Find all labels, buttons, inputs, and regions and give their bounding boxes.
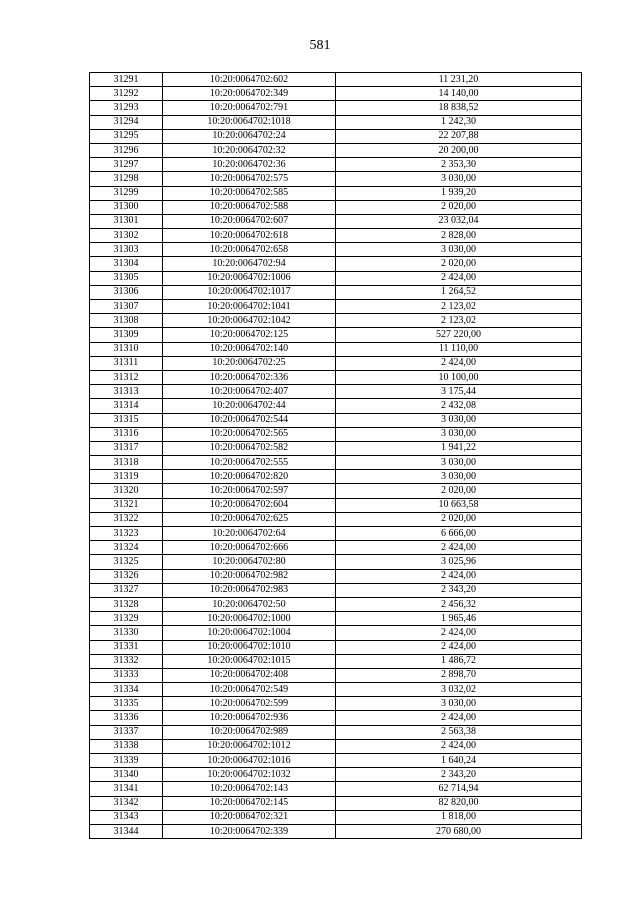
value-cell: 1 941,22 [336, 441, 582, 455]
table-row [90, 725, 582, 739]
value-cell: 2 424,00 [336, 541, 582, 555]
cadastral-value-table [89, 72, 582, 839]
value-cell: 3 030,00 [336, 427, 582, 441]
table-row [90, 569, 582, 583]
cadastral-number-cell: 10:20:0064702:666 [163, 541, 336, 555]
value-cell: 2 424,00 [336, 711, 582, 725]
value-cell: 10 663,58 [336, 498, 582, 512]
row-number-cell: 31323 [90, 527, 163, 541]
table-row [90, 73, 582, 87]
cadastral-number-cell: 10:20:0064702:1006 [163, 271, 336, 285]
cadastral-number-cell: 10:20:0064702:582 [163, 441, 336, 455]
value-cell: 2 123,02 [336, 314, 582, 328]
table-row [90, 87, 582, 101]
value-cell: 2 424,00 [336, 271, 582, 285]
table-row [90, 697, 582, 711]
value-cell: 270 680,00 [336, 824, 582, 838]
table-row [90, 214, 582, 228]
value-cell: 23 032,04 [336, 214, 582, 228]
row-number-cell: 31331 [90, 640, 163, 654]
cadastral-number-cell: 10:20:0064702:604 [163, 498, 336, 512]
row-number-cell: 31316 [90, 427, 163, 441]
row-number-cell: 31303 [90, 243, 163, 257]
value-cell: 3 030,00 [336, 456, 582, 470]
value-cell: 82 820,00 [336, 796, 582, 810]
table-row [90, 711, 582, 725]
table-row [90, 754, 582, 768]
value-cell: 527 220,00 [336, 328, 582, 342]
table-row [90, 626, 582, 640]
table-row [90, 824, 582, 838]
row-number-cell: 31328 [90, 597, 163, 611]
table-row [90, 668, 582, 682]
table-row [90, 810, 582, 824]
row-number-cell: 31296 [90, 143, 163, 157]
table-row [90, 782, 582, 796]
row-number-cell: 31335 [90, 697, 163, 711]
cadastral-number-cell: 10:20:0064702:607 [163, 214, 336, 228]
value-cell: 2 424,00 [336, 739, 582, 753]
row-number-cell: 31295 [90, 129, 163, 143]
row-number-cell: 31294 [90, 115, 163, 129]
value-cell: 2 456,32 [336, 597, 582, 611]
row-number-cell: 31297 [90, 158, 163, 172]
table-row [90, 271, 582, 285]
cadastral-number-cell: 10:20:0064702:565 [163, 427, 336, 441]
table-row [90, 541, 582, 555]
cadastral-number-cell: 10:20:0064702:599 [163, 697, 336, 711]
table-row [90, 186, 582, 200]
table-row [90, 143, 582, 157]
cadastral-number-cell: 10:20:0064702:1032 [163, 768, 336, 782]
row-number-cell: 31337 [90, 725, 163, 739]
value-cell: 3 030,00 [336, 243, 582, 257]
row-number-cell: 31299 [90, 186, 163, 200]
table-row [90, 129, 582, 143]
cadastral-number-cell: 10:20:0064702:1015 [163, 654, 336, 668]
row-number-cell: 31321 [90, 498, 163, 512]
row-number-cell: 31338 [90, 739, 163, 753]
cadastral-number-cell: 10:20:0064702:1018 [163, 115, 336, 129]
cadastral-number-cell: 10:20:0064702:555 [163, 456, 336, 470]
cadastral-number-cell: 10:20:0064702:618 [163, 229, 336, 243]
table-row [90, 640, 582, 654]
table-row [90, 583, 582, 597]
cadastral-number-cell: 10:20:0064702:658 [163, 243, 336, 257]
row-number-cell: 31329 [90, 612, 163, 626]
table-row [90, 370, 582, 384]
table-row [90, 441, 582, 455]
table-body [90, 73, 582, 839]
row-number-cell: 31344 [90, 824, 163, 838]
value-cell: 3 025,96 [336, 555, 582, 569]
value-cell: 2 020,00 [336, 512, 582, 526]
row-number-cell: 31306 [90, 285, 163, 299]
row-number-cell: 31313 [90, 385, 163, 399]
row-number-cell: 31326 [90, 569, 163, 583]
table-row [90, 300, 582, 314]
value-cell: 10 100,00 [336, 370, 582, 384]
page-number: 581 [309, 38, 331, 53]
row-number-cell: 31341 [90, 782, 163, 796]
cadastral-number-cell: 10:20:0064702:585 [163, 186, 336, 200]
table-row [90, 498, 582, 512]
value-cell: 2 020,00 [336, 257, 582, 271]
cadastral-number-cell: 10:20:0064702:1042 [163, 314, 336, 328]
row-number-cell: 31315 [90, 413, 163, 427]
table-row [90, 172, 582, 186]
cadastral-number-cell: 10:20:0064702:1041 [163, 300, 336, 314]
cadastral-number-cell: 10:20:0064702:1000 [163, 612, 336, 626]
table-row [90, 512, 582, 526]
value-cell: 2 424,00 [336, 356, 582, 370]
cadastral-number-cell: 10:20:0064702:602 [163, 73, 336, 87]
row-number-cell: 31300 [90, 200, 163, 214]
row-number-cell: 31293 [90, 101, 163, 115]
cadastral-number-cell: 10:20:0064702:321 [163, 810, 336, 824]
table-row [90, 314, 582, 328]
row-number-cell: 31292 [90, 87, 163, 101]
value-cell: 20 200,00 [336, 143, 582, 157]
row-number-cell: 31298 [90, 172, 163, 186]
value-cell: 1 486,72 [336, 654, 582, 668]
table-row [90, 229, 582, 243]
row-number-cell: 31339 [90, 754, 163, 768]
table-row [90, 768, 582, 782]
value-cell: 1 965,46 [336, 612, 582, 626]
value-cell: 3 175,44 [336, 385, 582, 399]
cadastral-number-cell: 10:20:0064702:597 [163, 484, 336, 498]
cadastral-number-cell: 10:20:0064702:1004 [163, 626, 336, 640]
value-cell: 1 939,20 [336, 186, 582, 200]
table-row [90, 654, 582, 668]
table-row [90, 200, 582, 214]
cadastral-number-cell: 10:20:0064702:36 [163, 158, 336, 172]
cadastral-number-cell: 10:20:0064702:936 [163, 711, 336, 725]
value-cell: 6 666,00 [336, 527, 582, 541]
table-row [90, 342, 582, 356]
cadastral-number-cell: 10:20:0064702:1010 [163, 640, 336, 654]
row-number-cell: 31305 [90, 271, 163, 285]
cadastral-number-cell: 10:20:0064702:64 [163, 527, 336, 541]
cadastral-number-cell: 10:20:0064702:143 [163, 782, 336, 796]
cadastral-number-cell: 10:20:0064702:125 [163, 328, 336, 342]
table-row [90, 328, 582, 342]
cadastral-number-cell: 10:20:0064702:575 [163, 172, 336, 186]
table-row [90, 399, 582, 413]
row-number-cell: 31302 [90, 229, 163, 243]
table-row [90, 243, 582, 257]
table-row [90, 158, 582, 172]
value-cell: 11 231,20 [336, 73, 582, 87]
cadastral-number-cell: 10:20:0064702:44 [163, 399, 336, 413]
cadastral-number-cell: 10:20:0064702:625 [163, 512, 336, 526]
row-number-cell: 31317 [90, 441, 163, 455]
cadastral-number-cell: 10:20:0064702:544 [163, 413, 336, 427]
cadastral-number-cell: 10:20:0064702:549 [163, 683, 336, 697]
cadastral-number-cell: 10:20:0064702:50 [163, 597, 336, 611]
row-number-cell: 31309 [90, 328, 163, 342]
cadastral-number-cell: 10:20:0064702:408 [163, 668, 336, 682]
table-row [90, 796, 582, 810]
row-number-cell: 31311 [90, 356, 163, 370]
table-row [90, 285, 582, 299]
table-row [90, 456, 582, 470]
row-number-cell: 31308 [90, 314, 163, 328]
row-number-cell: 31312 [90, 370, 163, 384]
value-cell: 1 818,00 [336, 810, 582, 824]
cadastral-number-cell: 10:20:0064702:140 [163, 342, 336, 356]
row-number-cell: 31336 [90, 711, 163, 725]
cadastral-number-cell: 10:20:0064702:588 [163, 200, 336, 214]
value-cell: 3 030,00 [336, 413, 582, 427]
value-cell: 2 020,00 [336, 484, 582, 498]
value-cell: 2 343,20 [336, 768, 582, 782]
value-cell: 2 424,00 [336, 640, 582, 654]
row-number-cell: 31291 [90, 73, 163, 87]
value-cell: 1 640,24 [336, 754, 582, 768]
cadastral-number-cell: 10:20:0064702:1016 [163, 754, 336, 768]
value-cell: 3 030,00 [336, 172, 582, 186]
value-cell: 2 343,20 [336, 583, 582, 597]
row-number-cell: 31340 [90, 768, 163, 782]
table-row [90, 115, 582, 129]
value-cell: 3 030,00 [336, 697, 582, 711]
row-number-cell: 31334 [90, 683, 163, 697]
row-number-cell: 31319 [90, 470, 163, 484]
row-number-cell: 31318 [90, 456, 163, 470]
cadastral-number-cell: 10:20:0064702:24 [163, 129, 336, 143]
row-number-cell: 31325 [90, 555, 163, 569]
cadastral-number-cell: 10:20:0064702:336 [163, 370, 336, 384]
table-row [90, 683, 582, 697]
cadastral-number-cell: 10:20:0064702:94 [163, 257, 336, 271]
row-number-cell: 31307 [90, 300, 163, 314]
value-cell: 1 242,30 [336, 115, 582, 129]
value-cell: 1 264,52 [336, 285, 582, 299]
value-cell: 2 563,38 [336, 725, 582, 739]
table-row [90, 257, 582, 271]
row-number-cell: 31342 [90, 796, 163, 810]
table-row [90, 527, 582, 541]
cadastral-number-cell: 10:20:0064702:349 [163, 87, 336, 101]
value-cell: 2 424,00 [336, 626, 582, 640]
cadastral-number-cell: 10:20:0064702:80 [163, 555, 336, 569]
table-row [90, 413, 582, 427]
cadastral-number-cell: 10:20:0064702:989 [163, 725, 336, 739]
cadastral-number-cell: 10:20:0064702:1017 [163, 285, 336, 299]
table-row [90, 356, 582, 370]
row-number-cell: 31332 [90, 654, 163, 668]
value-cell: 14 140,00 [336, 87, 582, 101]
row-number-cell: 31320 [90, 484, 163, 498]
cadastral-number-cell: 10:20:0064702:1012 [163, 739, 336, 753]
value-cell: 11 110,00 [336, 342, 582, 356]
cadastral-number-cell: 10:20:0064702:982 [163, 569, 336, 583]
cadastral-number-cell: 10:20:0064702:983 [163, 583, 336, 597]
row-number-cell: 31314 [90, 399, 163, 413]
value-cell: 3 030,00 [336, 470, 582, 484]
value-cell: 2 432,08 [336, 399, 582, 413]
row-number-cell: 31310 [90, 342, 163, 356]
row-number-cell: 31304 [90, 257, 163, 271]
value-cell: 3 032,02 [336, 683, 582, 697]
value-cell: 2 020,00 [336, 200, 582, 214]
row-number-cell: 31330 [90, 626, 163, 640]
table-row [90, 612, 582, 626]
table-row [90, 739, 582, 753]
table-row [90, 427, 582, 441]
table-row [90, 385, 582, 399]
row-number-cell: 31301 [90, 214, 163, 228]
cadastral-number-cell: 10:20:0064702:25 [163, 356, 336, 370]
row-number-cell: 31327 [90, 583, 163, 597]
cadastral-number-cell: 10:20:0064702:339 [163, 824, 336, 838]
cadastral-number-cell: 10:20:0064702:407 [163, 385, 336, 399]
value-cell: 2 424,00 [336, 569, 582, 583]
cadastral-number-cell: 10:20:0064702:145 [163, 796, 336, 810]
table-row [90, 484, 582, 498]
value-cell: 62 714,94 [336, 782, 582, 796]
table-row [90, 597, 582, 611]
value-cell: 18 838,52 [336, 101, 582, 115]
row-number-cell: 31343 [90, 810, 163, 824]
cadastral-number-cell: 10:20:0064702:32 [163, 143, 336, 157]
cadastral-number-cell: 10:20:0064702:791 [163, 101, 336, 115]
table-row [90, 101, 582, 115]
table-row [90, 470, 582, 484]
value-cell: 2 828,00 [336, 229, 582, 243]
row-number-cell: 31324 [90, 541, 163, 555]
table-row [90, 555, 582, 569]
value-cell: 22 207,88 [336, 129, 582, 143]
value-cell: 2 123,02 [336, 300, 582, 314]
row-number-cell: 31333 [90, 668, 163, 682]
value-cell: 2 353,30 [336, 158, 582, 172]
value-cell: 2 898,70 [336, 668, 582, 682]
row-number-cell: 31322 [90, 512, 163, 526]
cadastral-number-cell: 10:20:0064702:820 [163, 470, 336, 484]
